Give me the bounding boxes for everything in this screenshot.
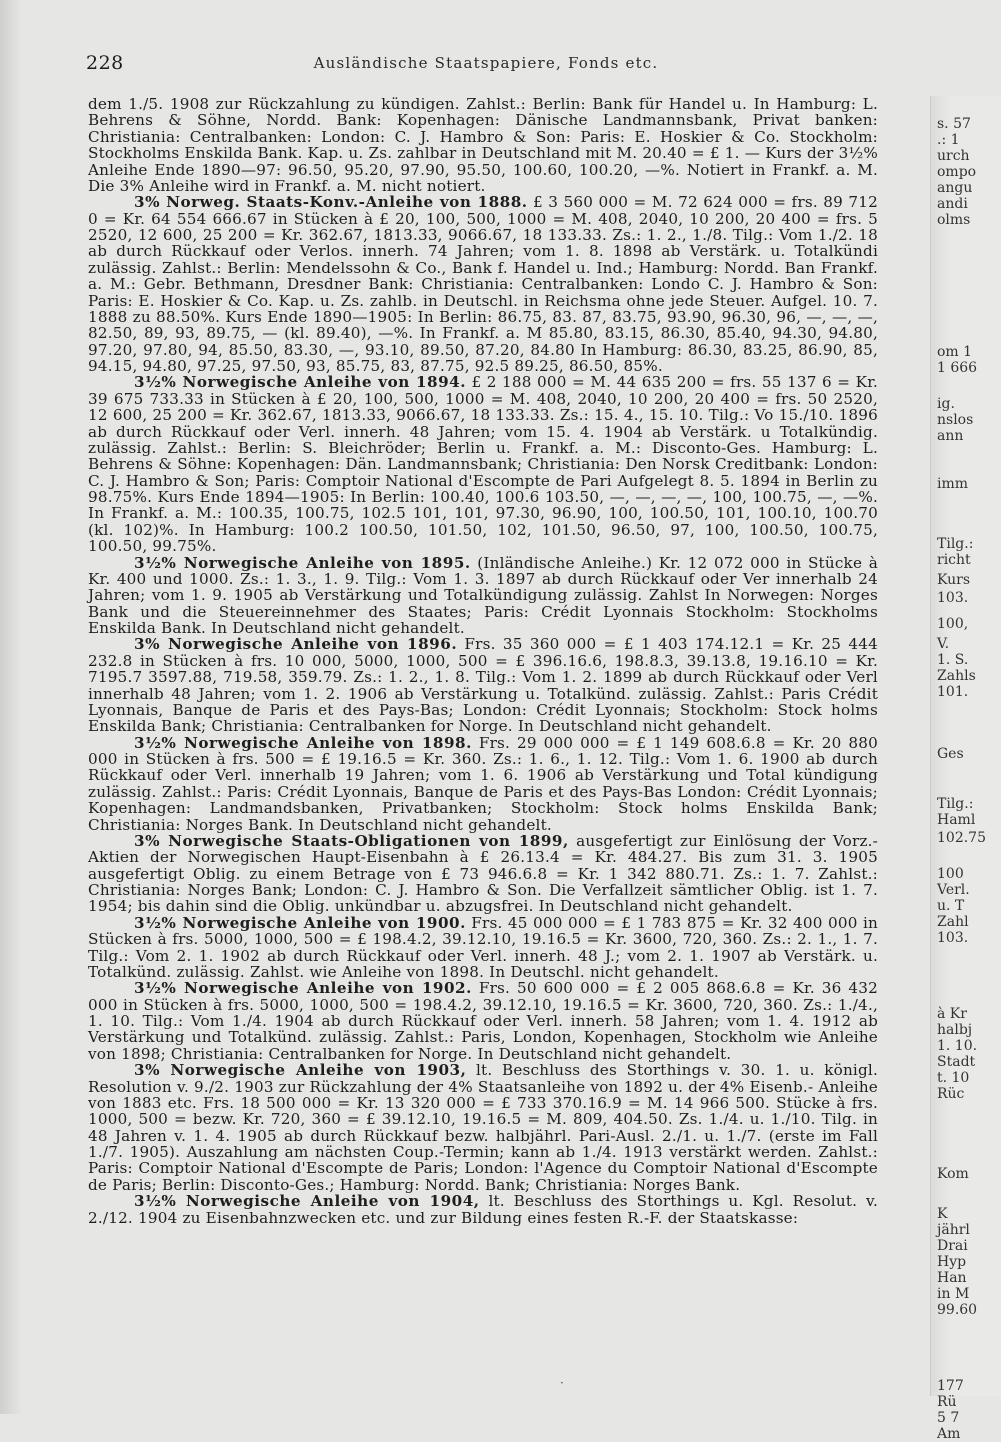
running-head: Ausländische Staatspapiere, Fonds etc.: [313, 54, 659, 72]
adjacent-page-fragment: Kom: [937, 1166, 969, 1182]
adjacent-page-fragment: Verl.: [937, 882, 970, 898]
bond-entry-text: lt. Beschluss des Storthings v. 30. 1. u. königl. Resolution v. 9./2. 1903 zur Rückzahlung der 4% Staatsanleihe von 1892 u. der 4% Eisenb.- Anleihe von 1883 etc. Frs. 18 500 000 = Kr. 13 320 000 = £ 733 370.16.9 = M. 14 966 500. Stücke à frs. 1000, 500 = bezw. Kr. 720, 360 = £ 39.12.10, 19.16.5 = M. 809, 404.50. Zs. 1./4. u. 1./10. Tilg. in 48 Jahren v. 1. 4. 1905 ab durch Rückkauf bezw. halbjährl. Pari-Ausl. 2./1. u. 1./7. (erste im Fall 1./7. 1905). Auszahlung am nächsten Coup.-Termin; kann ab 1./4. 1913 verstärkt werden. Zahlst.: Paris: Comptoir National d'Escompte de Paris; London: l'Agence du Comptoir National d'Escompte de Paris; Berlin: Disconto-Ges.; Hamburg: Nordd. Bank; Christiania: Norges Bank.: [88, 1061, 878, 1194]
bond-entry-text: £ 3 560 000 = M. 72 624 000 = frs. 89 712 0 = Kr. 64 554 666.67 in Stücken à £ 20, 100, 500, 1000 = M. 408, 2040, 10 200, 20 400 = frs. 5 2520, 12 600, 25 200 = Kr. 362.67, 1813.33, 9066.67, 18 133.33. Zs.: 1. 2., 1./8. Tilg.: Vom 1./2. 18 ab durch Rückkauf oder Verlos. innerh. 74 Jahren; vom 1. 8. 1898 ab Verstärk. u. Totalkündi zulässig. Zahlst.: Berlin: Mendelssohn & Co., Bank f. Handel u. Ind.; Hamburg: Nordd. Ban Frankf. a. M.: Gebr. Bethmann, Dresdner Bank: Christiania: Centralbanken: Londo C. J. Hambro & Son: Paris: E. Hoskier & Co. Kap. u. Zs. zahlb. in Deutschl. in Reichsma ohne jede Steuer. Aufgel. 10. 7. 1888 zu 88.50%. Kurs Ende 1890—1905: In Berlin: 86.75, 83. 87, 83.75, 93.90, 96.30, 96, —, —, —, 82.50, 89, 93, 89.75, — (kl. 89.40), —%. In Frankf. a. M 85.80, 83.15, 86.30, 85.40, 94.30, 94.80, 97.20, 97.80, 94, 85.50, 83.30, —, 93.10, 89.50, 87.20, 84.80 In Hamburg: 86.30, 83.25, 86.90, 85, 94.15, 94.80, 97.25, 97.50, 93, 85.75, 83, 87.75, 92.5 89.25, 86.50, 85%.: [88, 193, 878, 375]
adjacent-page-fragment: halbj: [937, 1022, 973, 1038]
adjacent-page-fragment: 102.75: [937, 830, 986, 846]
page-mark: ·: [560, 1376, 564, 1390]
bond-entry: [88, 915, 878, 981]
adjacent-page-fragment: 103.: [937, 590, 969, 606]
adjacent-page-fragment: Zahl: [937, 914, 969, 930]
bond-entry: [88, 980, 878, 1062]
adjacent-page-fragment: 1. S.: [937, 652, 969, 668]
adjacent-page-fragment: K: [937, 1206, 948, 1222]
bond-entry: [88, 1062, 878, 1193]
adjacent-page-fragment: andi: [937, 196, 968, 212]
bond-entry-title: 3% Norwegische Anleihe von 1896.: [134, 635, 458, 654]
adjacent-page-fragment: 100: [937, 866, 964, 882]
adjacent-page-fragment: Haml: [937, 812, 976, 828]
adjacent-page-fragment: 1. 10.: [937, 1038, 978, 1054]
adjacent-page-fragment: imm: [937, 476, 969, 492]
adjacent-page-fragment: Zahls: [937, 668, 976, 684]
adjacent-page-fragment: jährl: [937, 1222, 970, 1238]
bond-entry-title: 3½% Norwegische Anleihe von 1898.: [134, 733, 472, 752]
adjacent-page-fragment: Rüc: [937, 1086, 965, 1102]
adjacent-page-fragment: s. 57: [937, 116, 971, 132]
bond-entries: [88, 194, 878, 1226]
bond-entry-text: Frs. 29 000 000 = £ 1 149 608.6.8 = Kr. 20 880 000 in Stücken à frs. 500 = £ 19.16.5 = Kr. 360. Zs.: 1. 6., 1. 12. Tilg.: Vom 1. 6. 1900 ab durch Rückkauf oder Verl. innerhalb 19 Jahren; vom 1. 6. 1906 ab Verstärkung und Total kündigung zulässig. Zahlst.: Paris: Crédit Lyonnais, Banque de Paris et des Pays-Bas London: Crédit Lyonnais; Kopenhagen: Landmandsbanken, Privatbanken; Stockholm: Stock holms Enskilda Bank; Christiania: Norges Bank. In Deutschland nicht gehandelt.: [88, 733, 878, 834]
adjacent-page-fragment: om 1: [937, 344, 973, 360]
bond-entry-text: Frs. 45 000 000 = £ 1 783 875 = Kr. 32 400 000 in Stücken à frs. 5000, 1000, 500 = £ 198.4.2, 39.12.10, 19.16.5 = Kr. 3600, 720, 360. Zs.: 2. 1., 1. 7. Tilg.: Vom 2. 1. 1902 ab durch Rückkauf oder Verl. innerh. 48 J.; vom 2. 1. 1907 ab Verstärk. u. Totalkünd. zulässig. Zahlst. wie Anleihe von 1898. In Deutschl. nicht gehandelt.: [88, 913, 878, 981]
bond-entry: [88, 833, 878, 915]
adjacent-page-fragment: Ges: [937, 746, 964, 762]
adjacent-page-fragment: 5 7: [937, 1410, 960, 1426]
adjacent-page-fragment: 101.: [937, 684, 969, 700]
adjacent-page-fragment: olms: [937, 212, 971, 228]
adjacent-page-fragment: ompo: [937, 164, 977, 180]
adjacent-page-fragment: u. T: [937, 898, 965, 914]
adjacent-page-fragment: Tilg.:: [937, 536, 974, 552]
adjacent-page-fragment: urch: [937, 148, 970, 164]
adjacent-page-fragment: Stadt: [937, 1054, 976, 1070]
adjacent-page-fragment: 177: [937, 1378, 964, 1394]
adjacent-page-fragment: V.: [937, 636, 950, 652]
adjacent-page-fragment: richt: [937, 552, 971, 568]
bond-entry-title: 3½% Norwegische Anleihe von 1902.: [134, 979, 472, 998]
bond-entry-text: Frs. 50 600 000 = £ 2 005 868.6.8 = Kr. 36 432 000 in Stücken à frs. 5000, 1000, 500 = 198.4.2, 39.12.10, 19.16.5 = Kr. 3600, 720, 360. Zs.: 1./4., 1. 10. Tilg.: Vom 1./4. 1904 ab durch Rückkauf oder Verl. innerh. 58 Jahren; vom 1. 4. 1912 ab Verstärkung und Totalkünd. zulässig. Zahlst.: Paris, London, Kopenhagen, Stockholm wie Anleihe von 1898; Christiania: Centralbanken for Norge. In Deutschland nicht gehandelt.: [88, 979, 878, 1063]
page-number: 228: [86, 52, 124, 74]
page-header: [86, 52, 886, 82]
adjacent-page-fragment: Kurs: [937, 572, 971, 588]
bond-entry-title: 3½% Norwegische Anleihe von 1895.: [134, 553, 471, 572]
adjacent-page-fragment: Am: [937, 1426, 961, 1442]
bond-entry-title: 3% Norwegische Staats-Obligationen von 1899,: [134, 831, 569, 850]
adjacent-page-fragment: Tilg.:: [937, 796, 974, 812]
bond-entry: [88, 194, 878, 374]
adjacent-page-fragment: angu: [937, 180, 973, 196]
bond-entry: [88, 636, 878, 734]
bond-entry-title: 3% Norweg. Staats-Konv.-Anleihe von 1888.: [134, 193, 528, 212]
adjacent-page-fragment: ann: [937, 428, 964, 444]
adjacent-page-fragment: 103.: [937, 930, 969, 946]
adjacent-page-fragment: Rü: [937, 1394, 957, 1410]
bond-entry: [88, 374, 878, 554]
bond-entry-title: 3½% Norwegische Anleihe von 1904,: [134, 1192, 480, 1211]
bond-entry-title: 3½% Norwegische Anleihe von 1900.: [134, 913, 466, 932]
adjacent-page-fragment: 1 666: [937, 360, 978, 376]
bond-entry-text: ausgefertigt zur Einlösung der Vorz.- Aktien der Norwegischen Haupt-Eisenbahn à £ 26.13.4 = Kr. 484.27. Bis zum 31. 3. 1905 ausgefertigt Oblig. zu einem Betrage von £ 73 946.6.8 = Kr. 1 342 880.71. Zs.: 1. 7. Zahlst.: Christiania: Norges Bank; London: C. J. Hambro & Son. Die Verfallzeit sämtlicher Oblig. ist 1. 7. 1954; bis dahin sind die Oblig. unkündbar u. abzugsfrei. In Deutschland nicht gehandelt.: [88, 831, 878, 916]
adjacent-page-fragment: 99.60: [937, 1302, 978, 1318]
adjacent-page-fragment: in M: [937, 1286, 970, 1302]
bond-entry-text: lt. Beschluss des Storthings u. Kgl. Resolut. v. 2./12. 1904 zu Eisenbahnzwecken etc. und zur Bildung eines festen R.-F. der Staatskasse:: [88, 1192, 878, 1227]
bond-entry: [88, 1193, 878, 1226]
bond-entry: [88, 555, 878, 637]
adjacent-page-fragment: Han: [937, 1270, 967, 1286]
bond-entry-title: 3% Norwegische Anleihe von 1903,: [134, 1061, 467, 1080]
adjacent-page-fragment: nslos: [937, 412, 974, 428]
bond-entry-text: (Inländische Anleihe.) Kr. 12 072 000 in Stücke à Kr. 400 und 1000. Zs.: 1. 3., 1. 9. Tilg.: Vom 1. 3. 1897 ab durch Rückkauf oder Ver innerhalb 24 Jahren; vom 1. 9. 1905 ab Verstärkung und Totalkündigung zulässig. Zahlst In Norwegen: Norges Bank und die Steuereinnehmer des Staates; Paris: Crédit Lyonnais Stockholm: Stockholms Enskilda Bank. In Deutschland nicht gehandelt.: [88, 553, 878, 637]
main-text-column: [88, 96, 878, 1386]
adjacent-page-fragment: Hyp: [937, 1254, 967, 1270]
adjacent-page-fragment: ig.: [937, 396, 955, 412]
adjacent-page-fragment: t. 10: [937, 1070, 970, 1086]
adjacent-page-edge: [930, 96, 1001, 1442]
bond-entry-text: £ 2 188 000 = M. 44 635 200 = frs. 55 137 6 = Kr. 39 675 733.33 in Stücken à £ 20, 100, 500, 1000 = M. 408, 2040, 10 200, 20 400 = frs. 50 2520, 12 600, 25 200 = Kr. 362.67, 1813.33, 9066.67, 18 133.33. Zs.: 15. 4., 15. 10. Tilg.: Vo 15./10. 1896 ab durch Rückkauf oder Verl. innerh. 48 Jahren; vom 15. 4. 1904 ab Verstärk. u Totalkündig. zulässig. Zahlst.: Berlin: S. Bleichröder; Berlin u. Frankf. a. M.: Disconto-Ges. Hamburg: L. Behrens & Söhne: Kopenhagen: Dän. Landmannsbank; Christiania: Den Norsk Creditbank: London: C. J. Hambro & Son; Paris: Comptoir National d'Escompte de Pari Aufgelegt 8. 5. 1894 in Berlin zu 98.75%. Kurs Ende 1894—1905: In Berlin: 100.40, 100.6 103.50, —, —, —, —, 100, 100.75, —, —%. In Frankf. a. M.: 100.35, 100.75, 102.5 101, 101, 97.30, 96.90, 100, 100.50, 101, 100.10, 100.70 (kl. 102)%. In Hamburg: 100.2 100.50, 101.50, 102, 101.50, 96.50, 97, 100, 100.50, 100.75, 100.50, 99.75%.: [88, 373, 879, 556]
bond-entry-text: Frs. 35 360 000 = £ 1 403 174.12.1 = Kr. 25 444 232.8 in Stücken à frs. 10 000, 5000, 1000, 500 = £ 396.16.6, 198.8.3, 39.13.8, 19.16.10 = Kr. 7195.7 3597.88, 719.58, 359.79. Zs.: 1. 2., 1. 8. Tilg.: Vom 1. 2. 1899 ab durch Rückkauf oder Verl innerhalb 48 Jahren; vom 1. 2. 1906 ab Verstärkung u. Totalkünd. zulässig. Zahlst.: Paris Crédit Lyonnais, Banque de Paris et des Pays-Bas; London: Crédit Lyonnais; Stockholm: Stock holms Enskilda Bank; Christiania: Centralbanken for Norge. In Deutschland nicht gehandelt.: [88, 635, 879, 736]
adjacent-page-fragment: 100,: [937, 616, 969, 632]
bond-entry: [88, 735, 878, 833]
bond-entry-title: 3½% Norwegische Anleihe von 1894.: [134, 373, 467, 392]
intro-paragraph: dem 1./5. 1908 zur Rückzahlung zu kündigen. Zahlst.: Berlin: Bank für Handel u. In Hamburg: L. Behrens & Söhne, Nordd. Bank: Kopenhagen: Dänische Landmannsbank, Privat banken: Christiania: Centralbanken: London: C. J. Hambro & Son: Paris: E. Hoskier & Co. Stockholm: Stockholms Enskilda Bank. Kap. u. Zs. zahlbar in Deutschland mit M. 20.40 = £ 1. — Kurs der 3½% Anleihe Ende 1890—97: 96.50, 95.20, 97.90, 95.50, 100.60, 100.20, —%. Notiert in Frankf. a. M. Die 3% Anleihe wird in Frankf. a. M. nicht notiert.: [88, 95, 878, 195]
adjacent-page-fragment: .: 1: [937, 132, 960, 148]
adjacent-page-fragment: Drai: [937, 1238, 968, 1254]
adjacent-page-fragment: à Kr: [937, 1006, 967, 1022]
